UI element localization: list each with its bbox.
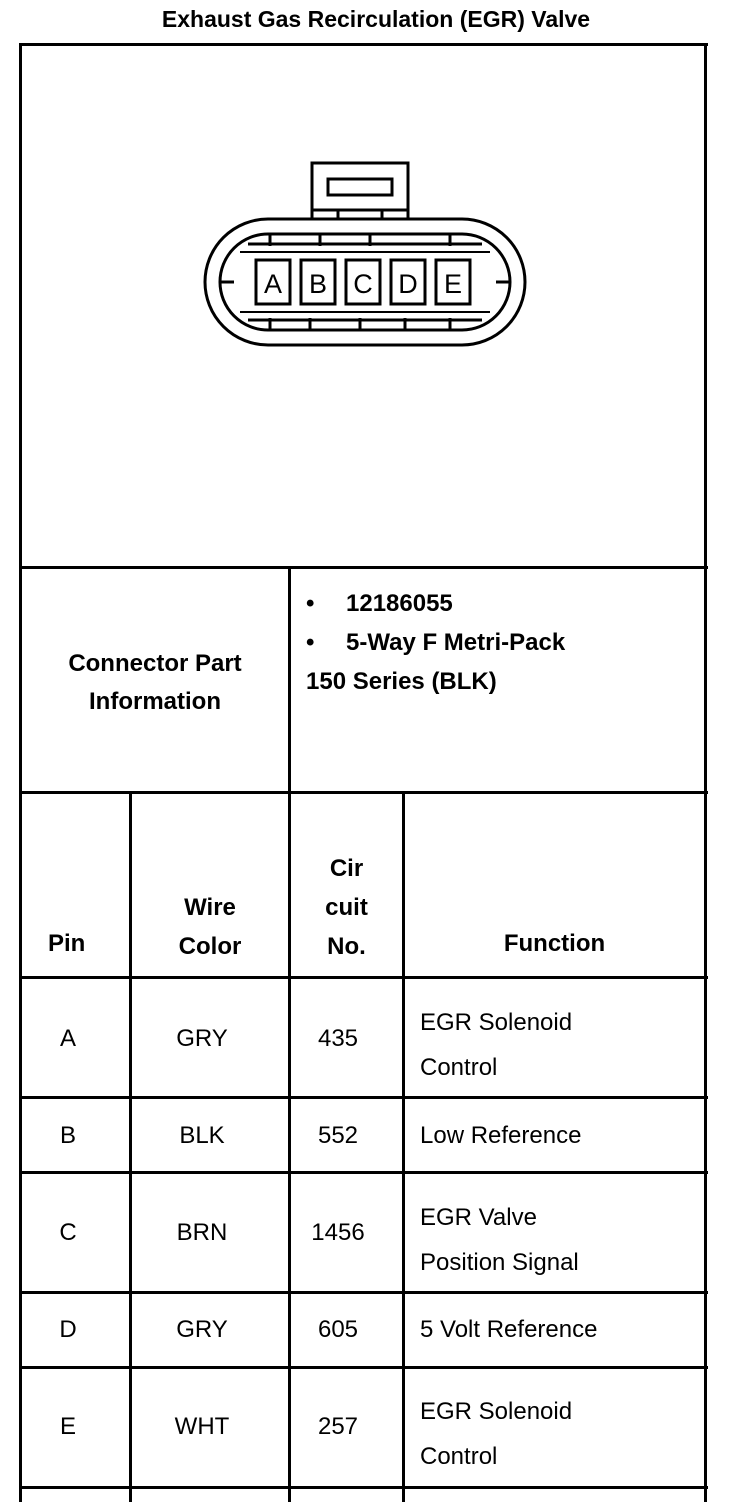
wire-color-cell: GRY: [176, 1025, 228, 1052]
connector-info-label: [22, 645, 288, 721]
pin-label-e: E: [443, 269, 463, 299]
part-number: 12186055: [346, 590, 453, 617]
pin-cell: C: [59, 1219, 77, 1246]
connector-diagram: [200, 160, 540, 360]
pin-label-d: D: [398, 269, 418, 299]
function-cell: [420, 1389, 572, 1479]
function-line1: EGR Solenoid: [420, 1398, 573, 1425]
connector-description-line2: 150 Series (BLK): [306, 668, 497, 695]
header-circuit-line2: cuit: [325, 894, 368, 921]
header-function: Function: [503, 930, 606, 957]
circuit-cell: 1456: [311, 1219, 365, 1246]
connector-description-line1: 5-Way F Metri-Pack: [346, 629, 566, 656]
wire-color-cell: BRN: [176, 1219, 228, 1246]
circuit-cell: 257: [317, 1413, 359, 1440]
wire-color-cell: WHT: [174, 1413, 230, 1440]
function-line1: EGR Valve: [420, 1204, 537, 1231]
wire-color-cell: GRY: [176, 1316, 228, 1343]
function-cell: [420, 1316, 597, 1344]
function-cell: [420, 1000, 572, 1090]
page-title: Exhaust Gas Recirculation (EGR) Valve: [161, 6, 591, 32]
pin-cell: D: [59, 1316, 77, 1343]
header-wire-color-line2: Color: [178, 933, 242, 960]
header-circuit-line3: No.: [327, 933, 366, 960]
pin-cell: B: [59, 1122, 76, 1149]
function-line1: EGR Solenoid: [420, 1009, 573, 1036]
function-cell: [420, 1122, 581, 1150]
function-line1: Low Reference: [420, 1122, 582, 1149]
circuit-cell: 605: [317, 1316, 359, 1343]
circuit-cell: 435: [317, 1025, 359, 1052]
function-cell: [420, 1195, 579, 1285]
header-circuit-line1: Cir: [329, 855, 364, 882]
circuit-cell: 552: [317, 1122, 359, 1149]
header-pin: Pin: [48, 930, 86, 957]
pin-cell: E: [59, 1413, 76, 1440]
function-line2: Position Signal: [420, 1249, 579, 1276]
bullet-icon: •: [306, 629, 315, 656]
header-circuit-no: [291, 849, 402, 966]
connector-info-details: [306, 584, 702, 701]
pin-label-a: A: [263, 269, 283, 299]
function-line2: Control: [420, 1054, 498, 1081]
bullet-icon: •: [306, 590, 315, 617]
pin-cell: A: [59, 1025, 76, 1052]
pin-label-b: B: [308, 269, 328, 299]
header-wire-color-line1: Wire: [184, 894, 236, 921]
wire-color-cell: BLK: [179, 1122, 225, 1149]
function-line1: 5 Volt Reference: [420, 1316, 598, 1343]
connector-info-label-line2: Information: [89, 688, 221, 715]
function-line2: Control: [420, 1443, 498, 1470]
pin-label-c: C: [353, 269, 373, 299]
header-wire-color: [132, 888, 288, 966]
connector-info-label-line1: Connector Part: [68, 650, 242, 677]
latch-slot: [328, 179, 392, 195]
